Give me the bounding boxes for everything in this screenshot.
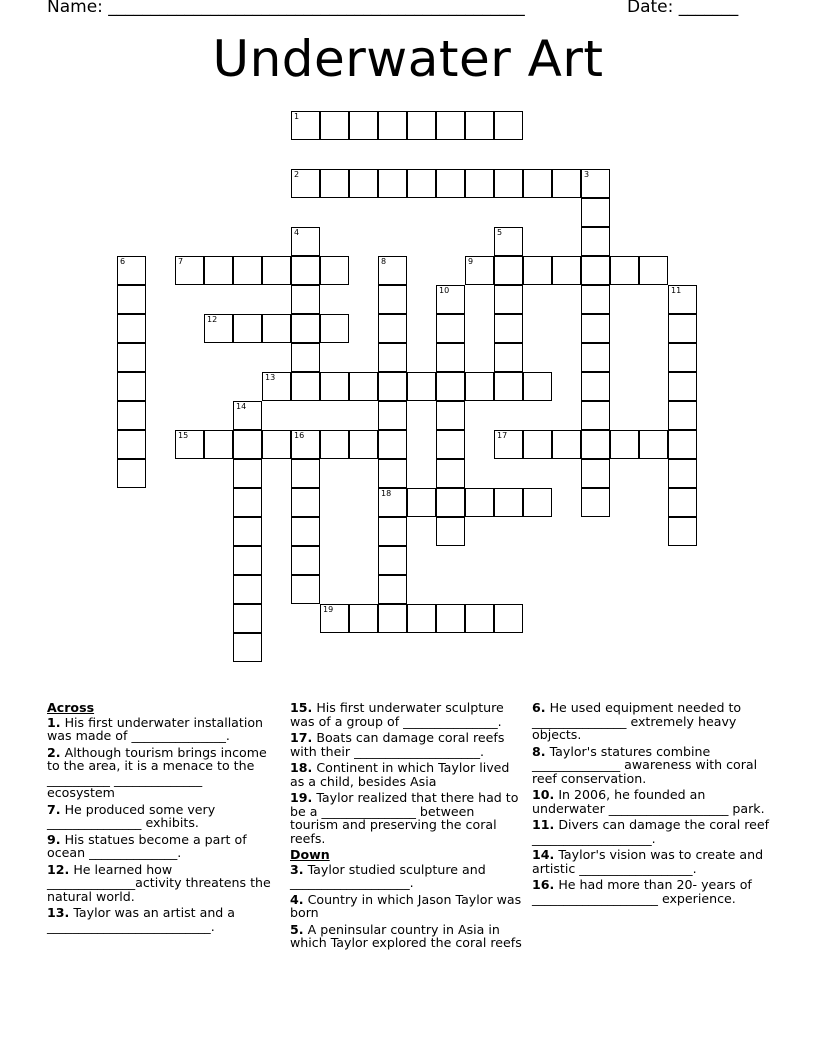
clue-column-2 (290, 701, 526, 953)
clue-down-14: 14. Taylor's vision was to create and artistic __________________. (532, 847, 764, 876)
grid-cell[interactable] (668, 430, 697, 459)
grid-cell[interactable] (639, 256, 668, 285)
grid-cell[interactable] (320, 314, 349, 343)
grid-cell[interactable] (233, 517, 262, 546)
grid-cell[interactable] (639, 430, 668, 459)
grid-cell[interactable] (436, 169, 465, 198)
grid-cell[interactable] (436, 372, 465, 401)
grid-cell[interactable] (378, 256, 407, 285)
clue-across-9: 9. His statues become a part of ocean ______________. (47, 831, 247, 860)
grid-cell[interactable] (233, 546, 262, 575)
grid-cell[interactable] (262, 256, 291, 285)
grid-cell[interactable] (581, 198, 610, 227)
grid-cell[interactable] (378, 488, 407, 517)
grid-cell[interactable] (407, 488, 436, 517)
grid-cell[interactable] (233, 256, 262, 285)
grid-cell[interactable] (378, 575, 407, 604)
grid-cell[interactable] (320, 256, 349, 285)
clue-number: 8 (381, 257, 387, 266)
grid-cell[interactable] (436, 517, 465, 546)
grid-cell[interactable] (378, 430, 407, 459)
grid-cell[interactable] (610, 430, 639, 459)
clue-number: 17 (497, 431, 508, 440)
grid-cell[interactable] (117, 256, 146, 285)
clue-down-16: 16. He had more than 20- years of ____________________ experience. (532, 877, 752, 906)
grid-cell[interactable] (349, 169, 378, 198)
grid-cell[interactable] (291, 546, 320, 575)
clue-number: 4 (294, 228, 300, 237)
grid-cell[interactable] (233, 488, 262, 517)
grid-cell[interactable] (204, 430, 233, 459)
grid-cell[interactable] (581, 459, 610, 488)
grid-cell[interactable] (494, 285, 523, 314)
grid-cell[interactable] (523, 256, 552, 285)
clue-number: 18 (381, 489, 392, 498)
clue-across-7: 7. He produced some very _______________ exhibits. (47, 801, 216, 830)
clue-across-1: 1. His first underwater installation was made of _______________. (47, 714, 264, 743)
grid-cell[interactable] (378, 517, 407, 546)
grid-cell[interactable] (581, 314, 610, 343)
grid-cell[interactable] (494, 343, 523, 372)
grid-cell[interactable] (581, 227, 610, 256)
grid-cell[interactable] (320, 169, 349, 198)
grid-cell[interactable] (233, 604, 262, 633)
grid-cell[interactable] (494, 430, 523, 459)
grid-cell[interactable] (291, 488, 320, 517)
grid-cell[interactable] (175, 430, 204, 459)
grid-cell[interactable] (291, 227, 320, 256)
grid-cell[interactable] (204, 314, 233, 343)
grid-cell[interactable] (668, 401, 697, 430)
grid-cell[interactable] (436, 343, 465, 372)
grid-cell[interactable] (378, 546, 407, 575)
grid-cell[interactable] (494, 372, 523, 401)
clue-number: 14 (236, 402, 247, 411)
grid-cell[interactable] (378, 401, 407, 430)
grid-cell[interactable] (291, 169, 320, 198)
grid-cell[interactable] (407, 372, 436, 401)
grid-cell[interactable] (291, 285, 320, 314)
grid-cell[interactable] (436, 401, 465, 430)
grid-cell[interactable] (291, 111, 320, 140)
clue-down-4: 4. Country in which Jason Taylor was born (290, 891, 522, 920)
grid-cell[interactable] (320, 111, 349, 140)
grid-cell[interactable] (581, 169, 610, 198)
grid-cell[interactable] (494, 256, 523, 285)
grid-cell[interactable] (117, 285, 146, 314)
grid-cell[interactable] (378, 314, 407, 343)
grid-cell[interactable] (291, 372, 320, 401)
grid-cell[interactable] (465, 256, 494, 285)
grid-cell[interactable] (233, 401, 262, 430)
clue-number: 10 (439, 286, 450, 295)
grid-cell[interactable] (349, 604, 378, 633)
grid-cell[interactable] (494, 488, 523, 517)
grid-cell[interactable] (233, 459, 262, 488)
clue-across-13: 13. Taylor was an artist and a __________________________. (47, 905, 236, 934)
grid-cell[interactable] (117, 401, 146, 430)
clue-number: 1 (294, 112, 300, 121)
grid-cell[interactable] (349, 372, 378, 401)
grid-cell[interactable] (465, 604, 494, 633)
clue-number: 11 (671, 286, 682, 295)
clue-across-2: 2. Although tourism brings income to the area, it is a menace to the __________ ______________ ecosystem (47, 744, 267, 800)
grid-cell[interactable] (668, 372, 697, 401)
grid-cell[interactable] (581, 343, 610, 372)
clue-number: 5 (497, 228, 503, 237)
page-title: Underwater Art (212, 30, 604, 88)
grid-cell[interactable] (117, 343, 146, 372)
clue-down-11: 11. Divers can damage the coral reef ___________________. (532, 817, 770, 846)
grid-cell[interactable] (378, 372, 407, 401)
grid-cell[interactable] (291, 256, 320, 285)
grid-cell[interactable] (668, 517, 697, 546)
grid-cell[interactable] (668, 459, 697, 488)
grid-cell[interactable] (581, 285, 610, 314)
grid-cell[interactable] (436, 111, 465, 140)
clue-column-3 (532, 701, 772, 908)
clue-number: 6 (120, 257, 126, 266)
clue-number: 15 (178, 431, 189, 440)
grid-cell[interactable] (552, 256, 581, 285)
grid-cell[interactable] (494, 227, 523, 256)
grid-cell[interactable] (465, 169, 494, 198)
grid-cell[interactable] (349, 430, 378, 459)
grid-cell[interactable] (465, 372, 494, 401)
grid-cell[interactable] (581, 256, 610, 285)
grid-cell[interactable] (117, 314, 146, 343)
grid-cell[interactable] (320, 372, 349, 401)
grid-cell[interactable] (436, 314, 465, 343)
grid-cell[interactable] (523, 372, 552, 401)
clue-column-1 (47, 701, 272, 936)
grid-cell[interactable] (233, 633, 262, 662)
grid-cell[interactable] (523, 169, 552, 198)
grid-cell[interactable] (494, 111, 523, 140)
grid-cell[interactable] (668, 285, 697, 314)
grid-cell[interactable] (494, 169, 523, 198)
grid-cell[interactable] (436, 285, 465, 314)
clue-number: 7 (178, 257, 184, 266)
grid-cell[interactable] (436, 604, 465, 633)
clue-number: 9 (468, 257, 474, 266)
clue-down-10: 10. In 2006, he founded an underwater ___________________ park. (532, 787, 765, 816)
name-field[interactable]: Name: _________________________________________________ (47, 0, 525, 17)
grid-cell[interactable] (291, 575, 320, 604)
grid-cell[interactable] (668, 488, 697, 517)
grid-cell[interactable] (291, 430, 320, 459)
clue-down-5: 5. A peninsular country in Asia in which Taylor explored the coral reefs (290, 921, 522, 950)
grid-cell[interactable] (465, 111, 494, 140)
clue-number: 12 (207, 315, 218, 324)
clue-across-17: 17. Boats can damage coral reefs with their ____________________. (290, 730, 505, 759)
grid-cell[interactable] (494, 604, 523, 633)
grid-cell[interactable] (378, 285, 407, 314)
grid-cell[interactable] (233, 314, 262, 343)
grid-cell[interactable] (175, 256, 204, 285)
grid-cell[interactable] (581, 401, 610, 430)
grid-cell[interactable] (668, 314, 697, 343)
down-heading: Down (290, 847, 330, 862)
clue-number: 2 (294, 170, 300, 179)
grid-cell[interactable] (320, 604, 349, 633)
clue-number: 13 (265, 373, 276, 382)
clue-across-19: 19. Taylor realized that there had to be a _______________ between tourism and preserving the coral reefs. (290, 790, 519, 846)
grid-cell[interactable] (291, 517, 320, 546)
grid-cell[interactable] (117, 430, 146, 459)
grid-cell[interactable] (523, 430, 552, 459)
grid-cell[interactable] (262, 372, 291, 401)
grid-cell[interactable] (117, 459, 146, 488)
grid-cell[interactable] (378, 169, 407, 198)
grid-cell[interactable] (291, 459, 320, 488)
grid-cell[interactable] (262, 314, 291, 343)
grid-cell[interactable] (436, 459, 465, 488)
clue-down-8: 8. Taylor's statures combine ______________ awareness with coral reef conservation. (532, 743, 758, 786)
grid-cell[interactable] (581, 488, 610, 517)
grid-cell[interactable] (552, 430, 581, 459)
grid-cell[interactable] (436, 430, 465, 459)
grid-cell[interactable] (378, 343, 407, 372)
clue-number: 3 (584, 170, 590, 179)
grid-cell[interactable] (291, 314, 320, 343)
grid-cell[interactable] (581, 372, 610, 401)
grid-cell[interactable] (523, 488, 552, 517)
grid-cell[interactable] (262, 430, 291, 459)
grid-cell[interactable] (291, 343, 320, 372)
across-heading: Across (47, 700, 95, 715)
grid-cell[interactable] (378, 459, 407, 488)
date-field[interactable]: Date: _______ (627, 0, 739, 17)
clue-across-18: 18. Continent in which Taylor lived as a child, besides Asia (290, 760, 510, 789)
clue-across-15: 15. His first underwater sculpture was of a group of _______________. (290, 700, 504, 729)
grid-cell[interactable] (349, 111, 378, 140)
grid-cell[interactable] (233, 575, 262, 604)
grid-cell[interactable] (436, 488, 465, 517)
grid-cell[interactable] (668, 343, 697, 372)
grid-cell[interactable] (552, 169, 581, 198)
clue-number: 16 (294, 431, 305, 440)
grid-cell[interactable] (610, 256, 639, 285)
clue-number: 19 (323, 605, 334, 614)
grid-cell[interactable] (204, 256, 233, 285)
grid-cell[interactable] (465, 488, 494, 517)
grid-cell[interactable] (320, 430, 349, 459)
grid-cell[interactable] (233, 430, 262, 459)
grid-cell[interactable] (117, 372, 146, 401)
clue-down-3: 3. Taylor studied sculpture and ___________________. (290, 861, 486, 890)
grid-cell[interactable] (407, 169, 436, 198)
grid-cell[interactable] (407, 604, 436, 633)
clue-down-6: 6. He used equipment needed to _______________ extremely heavy objects. (532, 700, 742, 742)
grid-cell[interactable] (494, 314, 523, 343)
grid-cell[interactable] (407, 111, 436, 140)
grid-cell[interactable] (378, 111, 407, 140)
grid-cell[interactable] (581, 430, 610, 459)
clue-across-12: 12. He learned how ______________activity threatens the natural world. (47, 861, 271, 904)
grid-cell[interactable] (378, 604, 407, 633)
